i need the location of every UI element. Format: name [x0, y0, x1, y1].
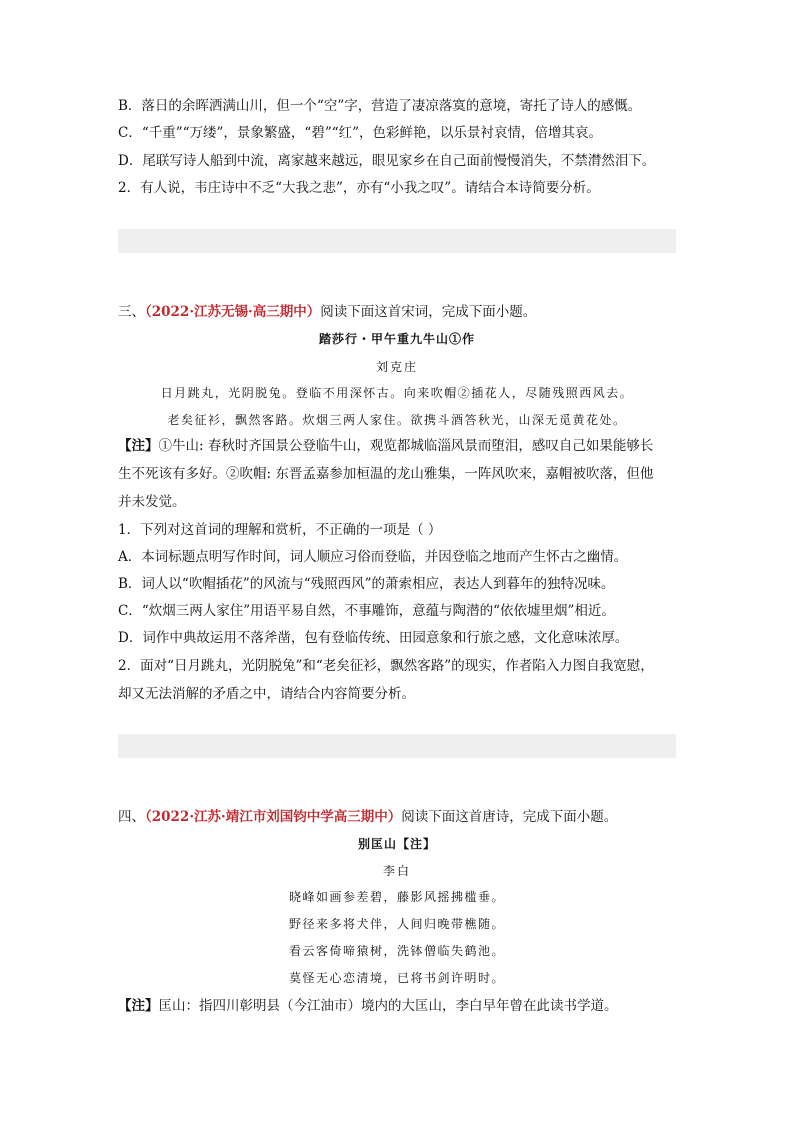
- note-text: ①牛山: 春秋时齐国景公登临牛山，观览都城临淄风景而堕泪，感叹自己如果能够长: [158, 438, 654, 454]
- poem-line: 晓峰如画参差碧，藤影风摇拂槛垂。: [288, 890, 505, 904]
- note-label: 【注】: [118, 998, 159, 1014]
- question-1: 1．下列对这首词的理解和赏析，不正确的一项是（ ）: [118, 522, 442, 538]
- note-text: 生不死该有多好。②吹帽: 东晋孟嘉参加桓温的龙山雅集，一阵风吹来，嘉帽被吹落，但他: [118, 466, 654, 482]
- poem-line: 野径来多将犬伴，人间归晚带樵随。: [288, 917, 505, 931]
- section-number: 四、: [118, 809, 145, 825]
- option-b: B．词人以“吹帽插花”的风流与“残照西风”的萧索相应，表达人到暮年的独特况味。: [118, 576, 615, 592]
- note: [118, 996, 676, 1016]
- note-label: 【注】: [118, 438, 159, 454]
- poem-author: 李白: [382, 864, 411, 878]
- poem-title: 踏莎行・甲午重九牛山①作: [318, 332, 475, 346]
- instruction: 阅读下面这首宋词，完成下面小题。: [320, 304, 537, 320]
- answer-box[interactable]: [118, 229, 676, 253]
- option-d: D．词作中典故运用不落斧凿，包有登临传统、田园意象和行旅之感，文化意味浓厚。: [118, 630, 629, 646]
- poem-line: 老矣征衫，飘然客路。炊烟三两人家住。欲携斗酒答秋光，山深无觅黄花处。: [167, 413, 627, 427]
- question-2: 2．面对“日月跳丸，光阴脱兔”和“老矣征衫，飘然客路”的现实，作者陷入力图自我宽慰，: [118, 658, 654, 674]
- option-c: C．“炊烟三两人家住”用语平易自然，不事雕饰，意蕴与陶潜的“依依墟里烟”相近。: [118, 603, 615, 619]
- question-source: （2022·江苏·靖江市刘国钧中学高三期中）: [145, 809, 402, 825]
- option-a: A．本词标题点明写作时间，词人顺应习俗而登临，并因登临之地而产生怀古之幽情。: [118, 549, 628, 565]
- poem-author: 刘克庄: [375, 360, 418, 374]
- section-3-heading: [118, 302, 676, 322]
- poem-line: 看云客倚啼猿树，洗钵僧临失鹤池。: [288, 944, 505, 958]
- poem-title: 别匡山【注】: [357, 837, 436, 851]
- note-text: 匡山：指四川彰明县（今江油市）境内的大匡山，李白早年曾在此读书学道。: [158, 998, 618, 1014]
- question-2: 2．有人说，韦庄诗中不乏“大我之悲”，亦有“小我之叹”。请结合本诗简要分析。: [118, 180, 600, 196]
- instruction: 阅读下面这首唐诗，完成下面小题。: [401, 809, 618, 825]
- option-c: C．“千重”“万缕”，景象繁盛，“碧”“红”，色彩鲜艳，以乐景衬哀情，倍增其哀。: [118, 125, 603, 141]
- poem-line: 日月跳丸，光阴脱兔。登临不用深怀古。向来吹帽②插花人，尽随残照西风去。: [160, 386, 634, 400]
- option-d: D．尾联写诗人船到中流，离家越来越远，眼见家乡在自己面前慢慢消失，不禁潸然泪下。: [118, 153, 656, 169]
- question-2: 却又无法消解的矛盾之中，请结合内容简要分析。: [118, 686, 415, 702]
- section-4-heading: [118, 807, 676, 827]
- poem-line: 莫怪无心恋清境，已将书剑许明时。: [288, 971, 505, 985]
- note-text: 并未发觉。: [118, 494, 186, 510]
- section-number: 三、: [118, 304, 145, 320]
- note: [118, 436, 676, 456]
- option-b: B．落日的余晖洒满山川，但一个“空”字，营造了凄凉落寞的意境，寄托了诗人的感慨。: [118, 98, 642, 114]
- answer-box[interactable]: [118, 734, 676, 758]
- question-source: （2022·江苏无锡·高三期中）: [145, 304, 321, 320]
